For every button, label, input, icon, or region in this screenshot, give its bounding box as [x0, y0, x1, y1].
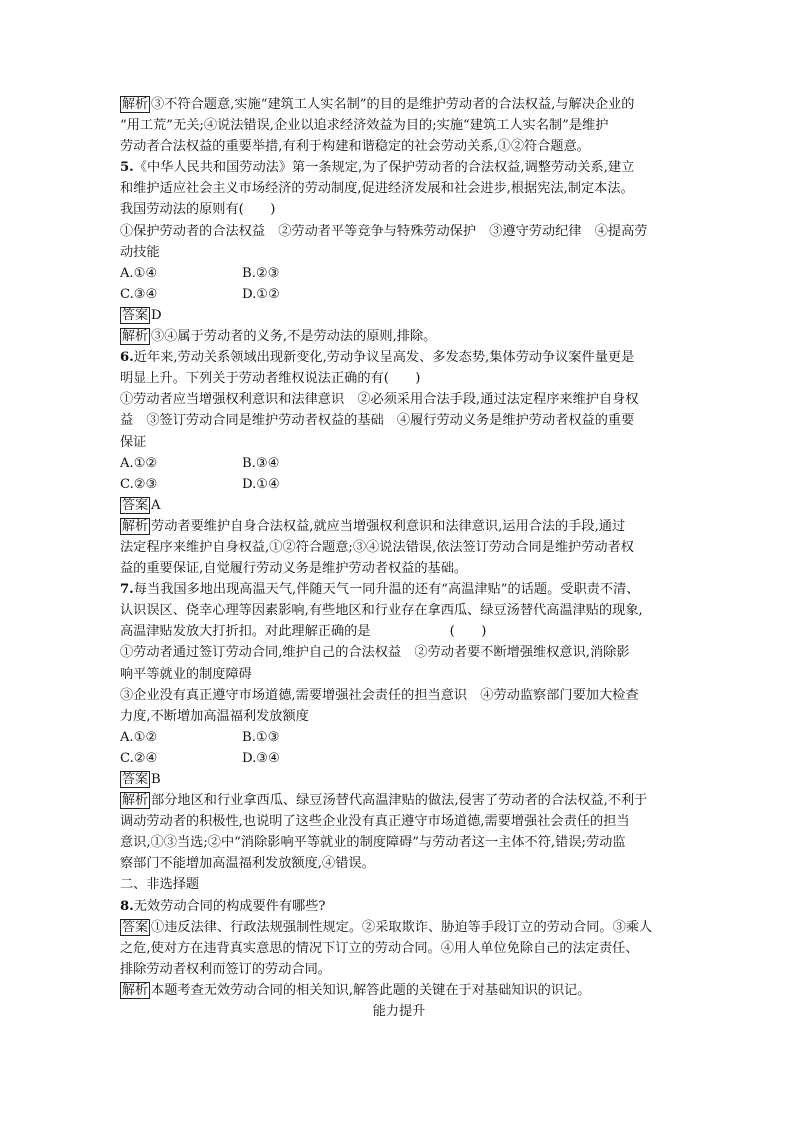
- line-text: 近年来,劳动关系领域出现新变化,劳动争议呈高发、多发态势,集体劳动争议案件量更是: [133, 350, 635, 366]
- text-line: [120, 621, 678, 642]
- text-line: [120, 938, 678, 959]
- line-text: 保证: [120, 434, 147, 450]
- text-line: [120, 221, 678, 242]
- answer-option: D.①②: [242, 286, 280, 302]
- line-text: 意识,①③当选;②中“消除影响平等就业的制度障碍”与劳动者这一主体不符,错误;劳动监: [120, 835, 626, 851]
- question-number: 7.: [120, 582, 134, 598]
- line-text: ①违反法律、行政法规强制性规定。②采取欺诈、胁迫等手段订立的劳动合同。③乘人: [151, 919, 653, 935]
- line-text: A: [151, 497, 161, 513]
- line-text: 我国劳动法的原则有( ): [120, 202, 276, 218]
- document-page: [120, 94, 678, 1022]
- analysis-tag: 解析: [122, 982, 149, 998]
- text-line: [120, 347, 678, 368]
- line-text: 劳动者要维护自身合法权益,就应当增强权利意识和法律意识,运用合法的手段,通过: [151, 518, 626, 534]
- text-line: [120, 326, 678, 347]
- text-line: [120, 642, 678, 663]
- line-text: 本题考查无效劳动合同的相关知识,解答此题的关键在于对基础知识的识记。: [151, 982, 591, 998]
- line-text: ①劳动者通过签订劳动合同,维护自己的合法权益 ②劳动者要不断增强维权意识,消除影: [120, 645, 630, 661]
- answer-option: A.①②: [120, 729, 158, 745]
- text-line: [120, 157, 678, 178]
- text-line: [120, 579, 678, 600]
- question-number: 6.: [120, 350, 134, 366]
- line-text: B: [151, 772, 161, 787]
- text-line: [120, 769, 678, 790]
- text-line: [120, 242, 678, 263]
- line-text: 益的重要保证,自觉履行劳动义务是维护劳动者权益的基础。: [120, 561, 468, 577]
- line-text: 高温津贴发放大打折扣。对此理解正确的是 ( ): [120, 624, 487, 640]
- line-text: 无效劳动合同的构成要件有哪些?: [133, 898, 326, 914]
- text-line: [120, 284, 678, 305]
- line-text: 之危,使对方在违背真实意思的情况下订立的劳动合同。④用人单位免除自己的法定责任、: [120, 940, 639, 956]
- text-line: [120, 368, 678, 389]
- text-line: [120, 558, 678, 579]
- line-text: 察部门不能增加高温福利发放额度,④错误。: [120, 856, 375, 872]
- text-line: [120, 790, 678, 811]
- text-line: [120, 178, 678, 199]
- text-line: [120, 115, 678, 136]
- answer-option: D.③④: [242, 750, 280, 766]
- text-line: [120, 832, 678, 853]
- text-line: [120, 917, 678, 938]
- answer-option: D.①④: [242, 476, 280, 492]
- text-line: [120, 495, 678, 516]
- text-line: [120, 727, 678, 748]
- text-line: [120, 516, 678, 537]
- text-line: [120, 537, 678, 558]
- section-heading: [120, 1001, 678, 1022]
- answer-tag: 答案: [122, 497, 149, 513]
- text-line: [120, 664, 678, 685]
- text-line: [120, 432, 678, 453]
- line-text: 排除劳动者权利而签订的劳动合同。: [120, 961, 331, 977]
- analysis-tag: 解析: [122, 97, 149, 112]
- answer-option: B.③④: [242, 455, 280, 471]
- line-text: 调动劳动者的积极性,也说明了这些企业没有真正遵守市场道德,需要增强社会责任的担当: [120, 814, 630, 830]
- line-text: 每当我国多地出现高温天气,伴随天气一同升温的还有“高温津贴”的话题。受职责不清、: [133, 582, 640, 598]
- line-text: ①保护劳动者的合法权益 ②劳动者平等竞争与特殊劳动保护 ③遵守劳动纪律 ④提高劳: [120, 223, 648, 239]
- text-line: [120, 853, 678, 874]
- text-line: [120, 94, 678, 115]
- analysis-tag: 解析: [122, 329, 149, 345]
- answer-option: C.②③: [120, 476, 158, 492]
- text-line: [120, 263, 678, 284]
- line-text: 劳动者合法权益的重要举措,有利于构建和谐稳定的社会劳动关系,①②符合题意。: [120, 139, 590, 155]
- text-line: [120, 685, 678, 706]
- analysis-tag: 解析: [122, 518, 149, 534]
- line-text: 和维护适应社会主义市场经济的劳动制度,促进经济发展和社会进步,根据宪法,制定本法。: [120, 181, 634, 197]
- line-text: 动技能: [120, 244, 160, 260]
- line-text: 二、非选择题: [120, 877, 200, 893]
- answer-tag: 答案: [122, 919, 149, 935]
- answer-tag: 答案: [122, 307, 149, 323]
- text-line: [120, 980, 678, 1001]
- text-line: [120, 811, 678, 832]
- question-number: 5.: [120, 160, 134, 176]
- analysis-tag: 解析: [122, 793, 149, 809]
- text-line: [120, 453, 678, 474]
- line-text: 能力提升: [372, 1004, 426, 1020]
- line-text: 明显上升。下列关于劳动者维权说法正确的有( ): [120, 371, 421, 387]
- line-text: “用工荒”无关;④说法错误,企业以追求经济效益为目的;实施“建筑工人实名制”是维护: [120, 118, 609, 134]
- line-text: ③不符合题意,实施“建筑工人实名制”的目的是维护劳动者的合法权益,与解决企业的: [151, 97, 635, 112]
- line-text: 力度,不断增加高温福利发放额度: [120, 708, 309, 724]
- text-line: [120, 896, 678, 917]
- line-text: 法定程序来维护自身权益,①②符合题意;③④说法错误,依法签订劳动合同是维护劳动者权: [120, 539, 634, 555]
- text-line: [120, 410, 678, 431]
- line-text: ③④属于劳动者的义务,不是劳动法的原则,排除。: [151, 329, 437, 345]
- text-line: [120, 600, 678, 621]
- text-line: [120, 305, 678, 326]
- answer-option: A.①④: [120, 265, 158, 281]
- text-line: [120, 474, 678, 495]
- text-line: [120, 748, 678, 769]
- answer-option: C.③④: [120, 286, 158, 302]
- answer-option: C.②④: [120, 750, 158, 766]
- answer-option: B.①③: [242, 729, 280, 745]
- line-text: 响平等就业的制度障碍: [120, 666, 252, 682]
- text-line: [120, 959, 678, 980]
- question-number: 8.: [120, 898, 134, 914]
- text-line: [120, 706, 678, 727]
- line-text: ③企业没有真正遵守市场道德,需要增强社会责任的担当意识 ④劳动监察部门要加大检查: [120, 687, 639, 703]
- text-line: [120, 874, 678, 895]
- answer-option: A.①②: [120, 455, 158, 471]
- text-line: [120, 199, 678, 220]
- line-text: 认识误区、侥幸心理等因素影响,有些地区和行业存在拿西瓜、绿豆汤替代高温津贴的现象,: [120, 603, 643, 619]
- line-text: ①劳动者应当增强权利意识和法律意识 ②必须采用合法手段,通过法定程序来维护自身权: [120, 392, 639, 408]
- answer-tag: 答案: [122, 772, 149, 787]
- answer-option: B.②③: [242, 265, 280, 281]
- text-line: [120, 389, 678, 410]
- line-text: 《中华人民共和国劳动法》第一条规定,为了保护劳动者的合法权益,调整劳动关系,建立: [133, 160, 635, 176]
- line-text: 部分地区和行业拿西瓜、绿豆汤替代高温津贴的做法,侵害了劳动者的合法权益,不利于: [151, 793, 648, 809]
- text-line: [120, 136, 678, 157]
- line-text: D: [151, 307, 162, 323]
- line-text: 益 ③签订劳动合同是维护劳动者权益的基础 ④履行劳动义务是维护劳动者权益的重要: [120, 413, 635, 429]
